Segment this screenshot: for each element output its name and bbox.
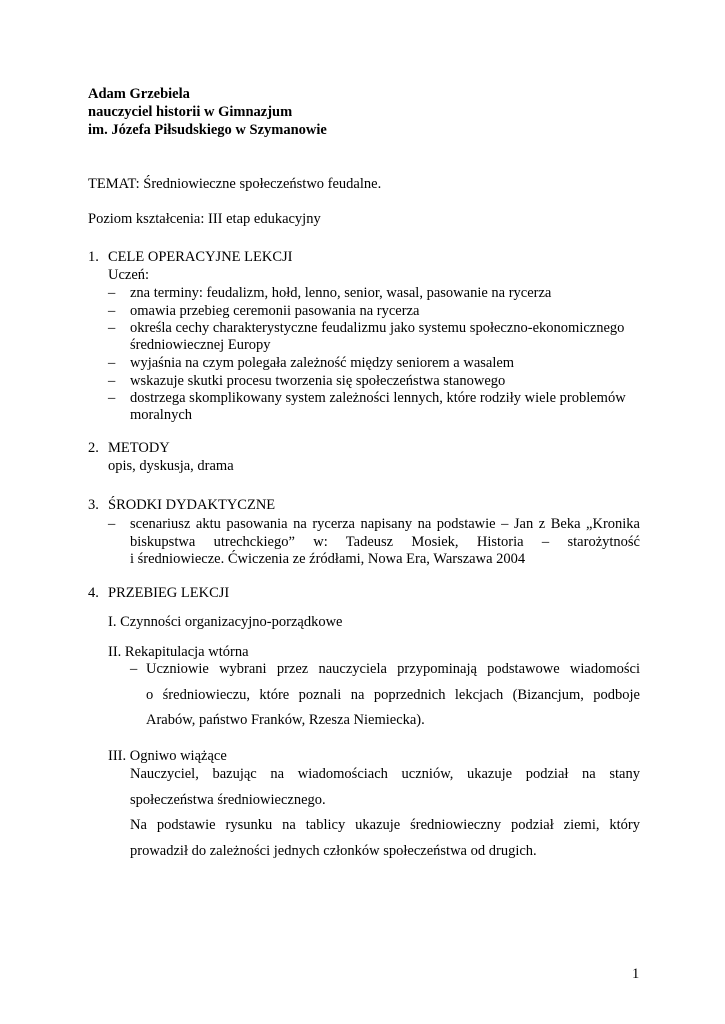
list-item: zna terminy: feudalizm, hołd, lenno, senior, wasal, pasowanie na rycerza	[130, 285, 552, 301]
lesson-step-3-title: III. Ogniwo wiążące	[108, 748, 227, 764]
list-item-continuation: średniowiecznej Europy	[130, 337, 271, 353]
section-1-number: 1.	[88, 249, 99, 265]
section-2-title: METODY	[108, 440, 170, 456]
author-role: nauczyciel historii w Gimnazjum	[88, 104, 293, 120]
lesson-step-2-title: II. Rekapitulacja wtórna	[108, 644, 249, 660]
step-3-line: Nauczyciel, bazując na wiadomościach uczniów, ukazuje podział na stany	[130, 766, 640, 782]
resource-line: i średniowiecze. Ćwiczenia ze źródłami, Nowa Era, Warszawa 2004	[130, 551, 526, 567]
list-item: dostrzega skomplikowany system zależności lennych, które rodziły wiele problemów	[130, 390, 626, 406]
lesson-step-1: I. Czynności organizacyjno-porządkowe	[108, 614, 343, 630]
step-2-line: Uczniowie wybrani przez nauczyciela przypominają podstawowe wiadomości	[146, 661, 640, 677]
bullet-dash: –	[108, 320, 116, 336]
list-item: wyjaśnia na czym polegała zależność między seniorem a wasalem	[130, 355, 515, 371]
step-2-line: o średniowieczu, które poznali na poprzednich lekcjach (Bizancjum, podboje	[146, 687, 640, 703]
author-school: im. Józefa Piłsudskiego w Szymanowie	[88, 122, 327, 138]
list-item: omawia przebieg ceremonii pasowania na rycerza	[130, 303, 420, 319]
list-item-continuation: moralnych	[130, 407, 193, 423]
section-2-number: 2.	[88, 440, 99, 456]
lesson-topic: TEMAT: Średniowieczne społeczeństwo feudalne.	[88, 176, 382, 192]
bullet-dash: –	[108, 390, 116, 406]
step-2-line: Arabów, państwo Franków, Rzesza Niemiecka).	[146, 712, 425, 728]
page-number: 1	[632, 966, 640, 982]
bullet-dash: –	[108, 355, 116, 371]
section-1-title: CELE OPERACYJNE LEKCJI	[108, 249, 293, 265]
bullet-dash: –	[108, 303, 116, 319]
bullet-dash: –	[108, 373, 116, 389]
section-3-title: ŚRODKI DYDAKTYCZNE	[108, 497, 276, 513]
bullet-dash: –	[108, 516, 116, 532]
resource-line: biskupstwa utrechckiego” w: Tadeusz Mosiek, Historia – starożytność	[130, 534, 640, 550]
section-3-number: 3.	[88, 497, 99, 513]
resource-line: scenariusz aktu pasowania na rycerza napisany na podstawie – Jan z Beka „Kronika	[130, 516, 640, 532]
section-4-title: PRZEBIEG LEKCJI	[108, 585, 230, 601]
list-item: wskazuje skutki procesu tworzenia się społeczeństwa stanowego	[130, 373, 506, 389]
step-3-line: prowadził do zależności jednych członków społeczeństwa od drugich.	[130, 843, 537, 859]
section-2-text: opis, dyskusja, drama	[108, 458, 234, 474]
section-4-number: 4.	[88, 585, 99, 601]
bullet-dash: –	[108, 285, 116, 301]
step-3-line: społeczeństwa średniowiecznego.	[130, 792, 326, 808]
education-level: Poziom kształcenia: III etap edukacyjny	[88, 211, 321, 227]
section-1-subtitle: Uczeń:	[108, 267, 150, 283]
step-3-line: Na podstawie rysunku na tablicy ukazuje średniowieczny podział ziemi, który	[130, 817, 640, 833]
list-item: określa cechy charakterystyczne feudalizmu jako systemu społeczno-ekonomicznego	[130, 320, 625, 336]
bullet-dash: –	[130, 661, 138, 677]
author-name: Adam Grzebiela	[88, 86, 190, 102]
